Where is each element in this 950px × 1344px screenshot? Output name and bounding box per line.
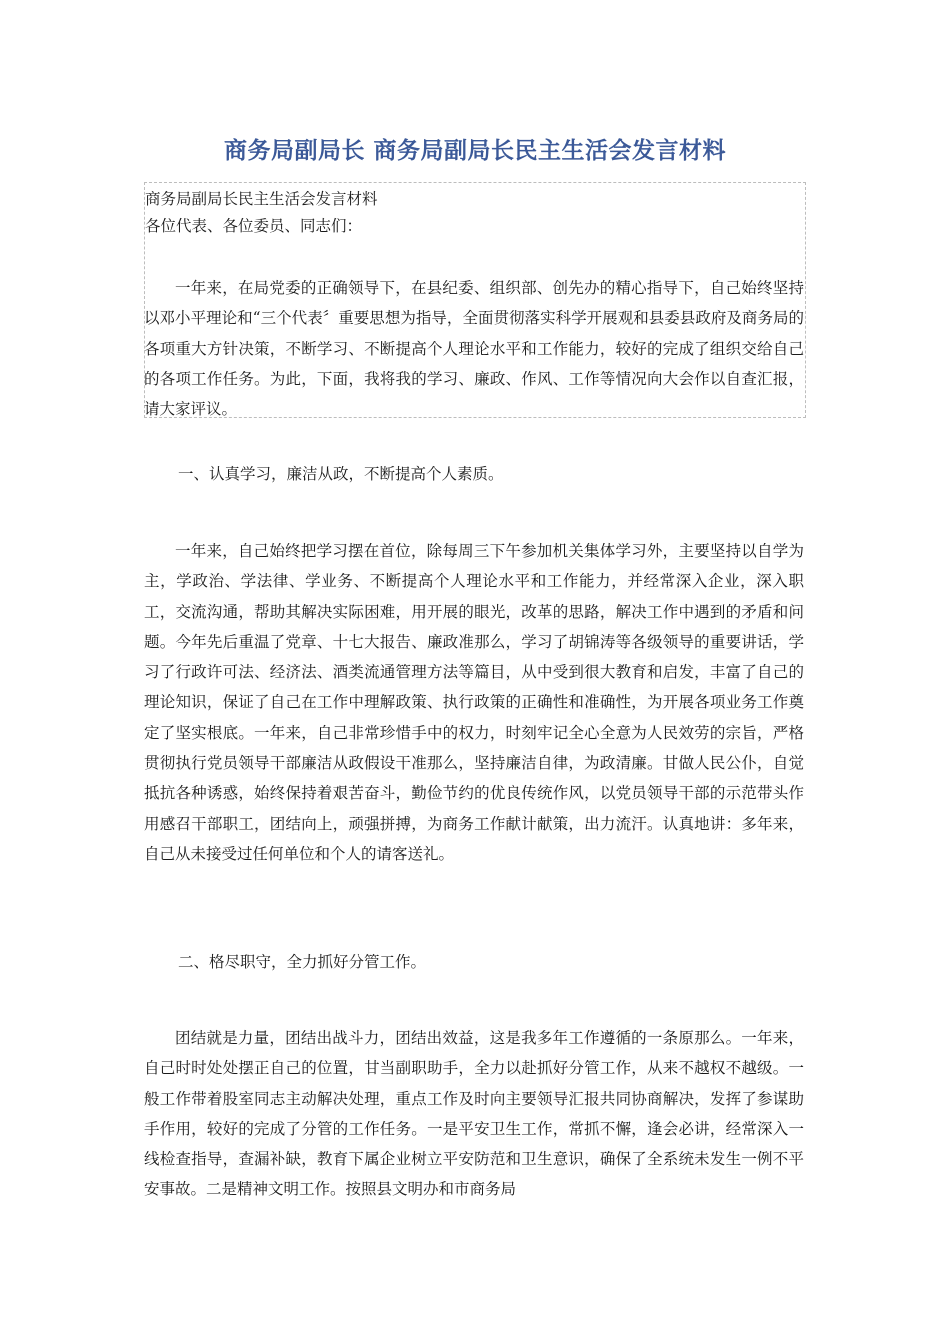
section-paragraph-1: 一年来，自己始终把学习摆在首位，除每周三下午参加机关集体学习外，主要坚持以自学为主，学政治、学法律、学业务、不断提高个人理论水平和工作能力，并经常深入企业，深入职工，交流沟通，帮助其解决实际困难，用开展的眼光，改革的思路，解决工作中遇到的矛盾和问题。今年先后重温了党章、十七大报告、廉政准那么，学习了胡锦涛等各级领导的重要讲话，学习了行政许可法、经济法、酒类流通管理方法等篇目，从中受到很大教育和启发，丰富了自己的理论知识，保证了自己在工作中理解政策、执行政策的正确性和准确性，为开展各项业务工作奠定了坚实根底。一年来，自己非常珍惜手中的权力，时刻牢记全心全意为人民效劳的宗旨，严格贯彻执行党员领导干部廉洁从政假设干准那么，坚持廉洁自律，为政清廉。甘做人民公仆，自觉抵抗各种诱惑，始终保持着艰苦奋斗，勤俭节约的优良传统作风，以党员领导干部的示范带头作用感召干部职工，团结向上，顽强拼搏，为商务工作献计献策，出力流汗。认真地讲：多年来，自己从未接受过任何单位和个人的请客送礼。: [144, 542, 804, 863]
section-heading-2: 二、格尽职守，全力抓好分管工作。: [178, 953, 427, 971]
intro-subtitle: 商务局副局长民主生活会发言材料: [145, 190, 378, 208]
section-heading-1: 一、认真学习，廉洁从政，不断提高个人素质。: [178, 465, 504, 483]
document-title: 商务局副局长 商务局副局长民主生活会发言材料: [223, 138, 726, 164]
intro-paragraph: 一年来，在局党委的正确领导下，在县纪委、组织部、创先办的精心指导下，自己始终坚持以邓小平理论和“三个代表〞重要思想为指导，全面贯彻落实科学开展观和县委县政府及商务局的各项重大方针决策，不断学习、不断提高个人理论水平和工作能力，较好的完成了组织交给自己的各项工作任务。为此，下面，我将我的学习、廉政、作风、工作等情况向大会作以自查汇报，请大家评议。: [144, 279, 804, 419]
salutation: 各位代表、各位委员、同志们：: [145, 217, 363, 235]
section-paragraph-2: 团结就是力量，团结出战斗力，团结出效益，这是我多年工作遵循的一条原那么。一年来，自己时时处处摆正自己的位置，甘当副职助手，全力以赴抓好分管工作，从来不越权不越级。一般工作带着股室同志主动解决处理，重点工作及时向主要领导汇报共同协商解决，发挥了参谋助手作用，较好的完成了分管的工作任务。一是平安卫生工作，常抓不懈，逢会必讲，经常深入一线检查指导，查漏补缺，教育下属企业树立平安防范和卫生意识，确保了全系统未发生一例不平安事故。二是精神文明工作。按照县文明办和市商务局: [144, 1029, 804, 1199]
